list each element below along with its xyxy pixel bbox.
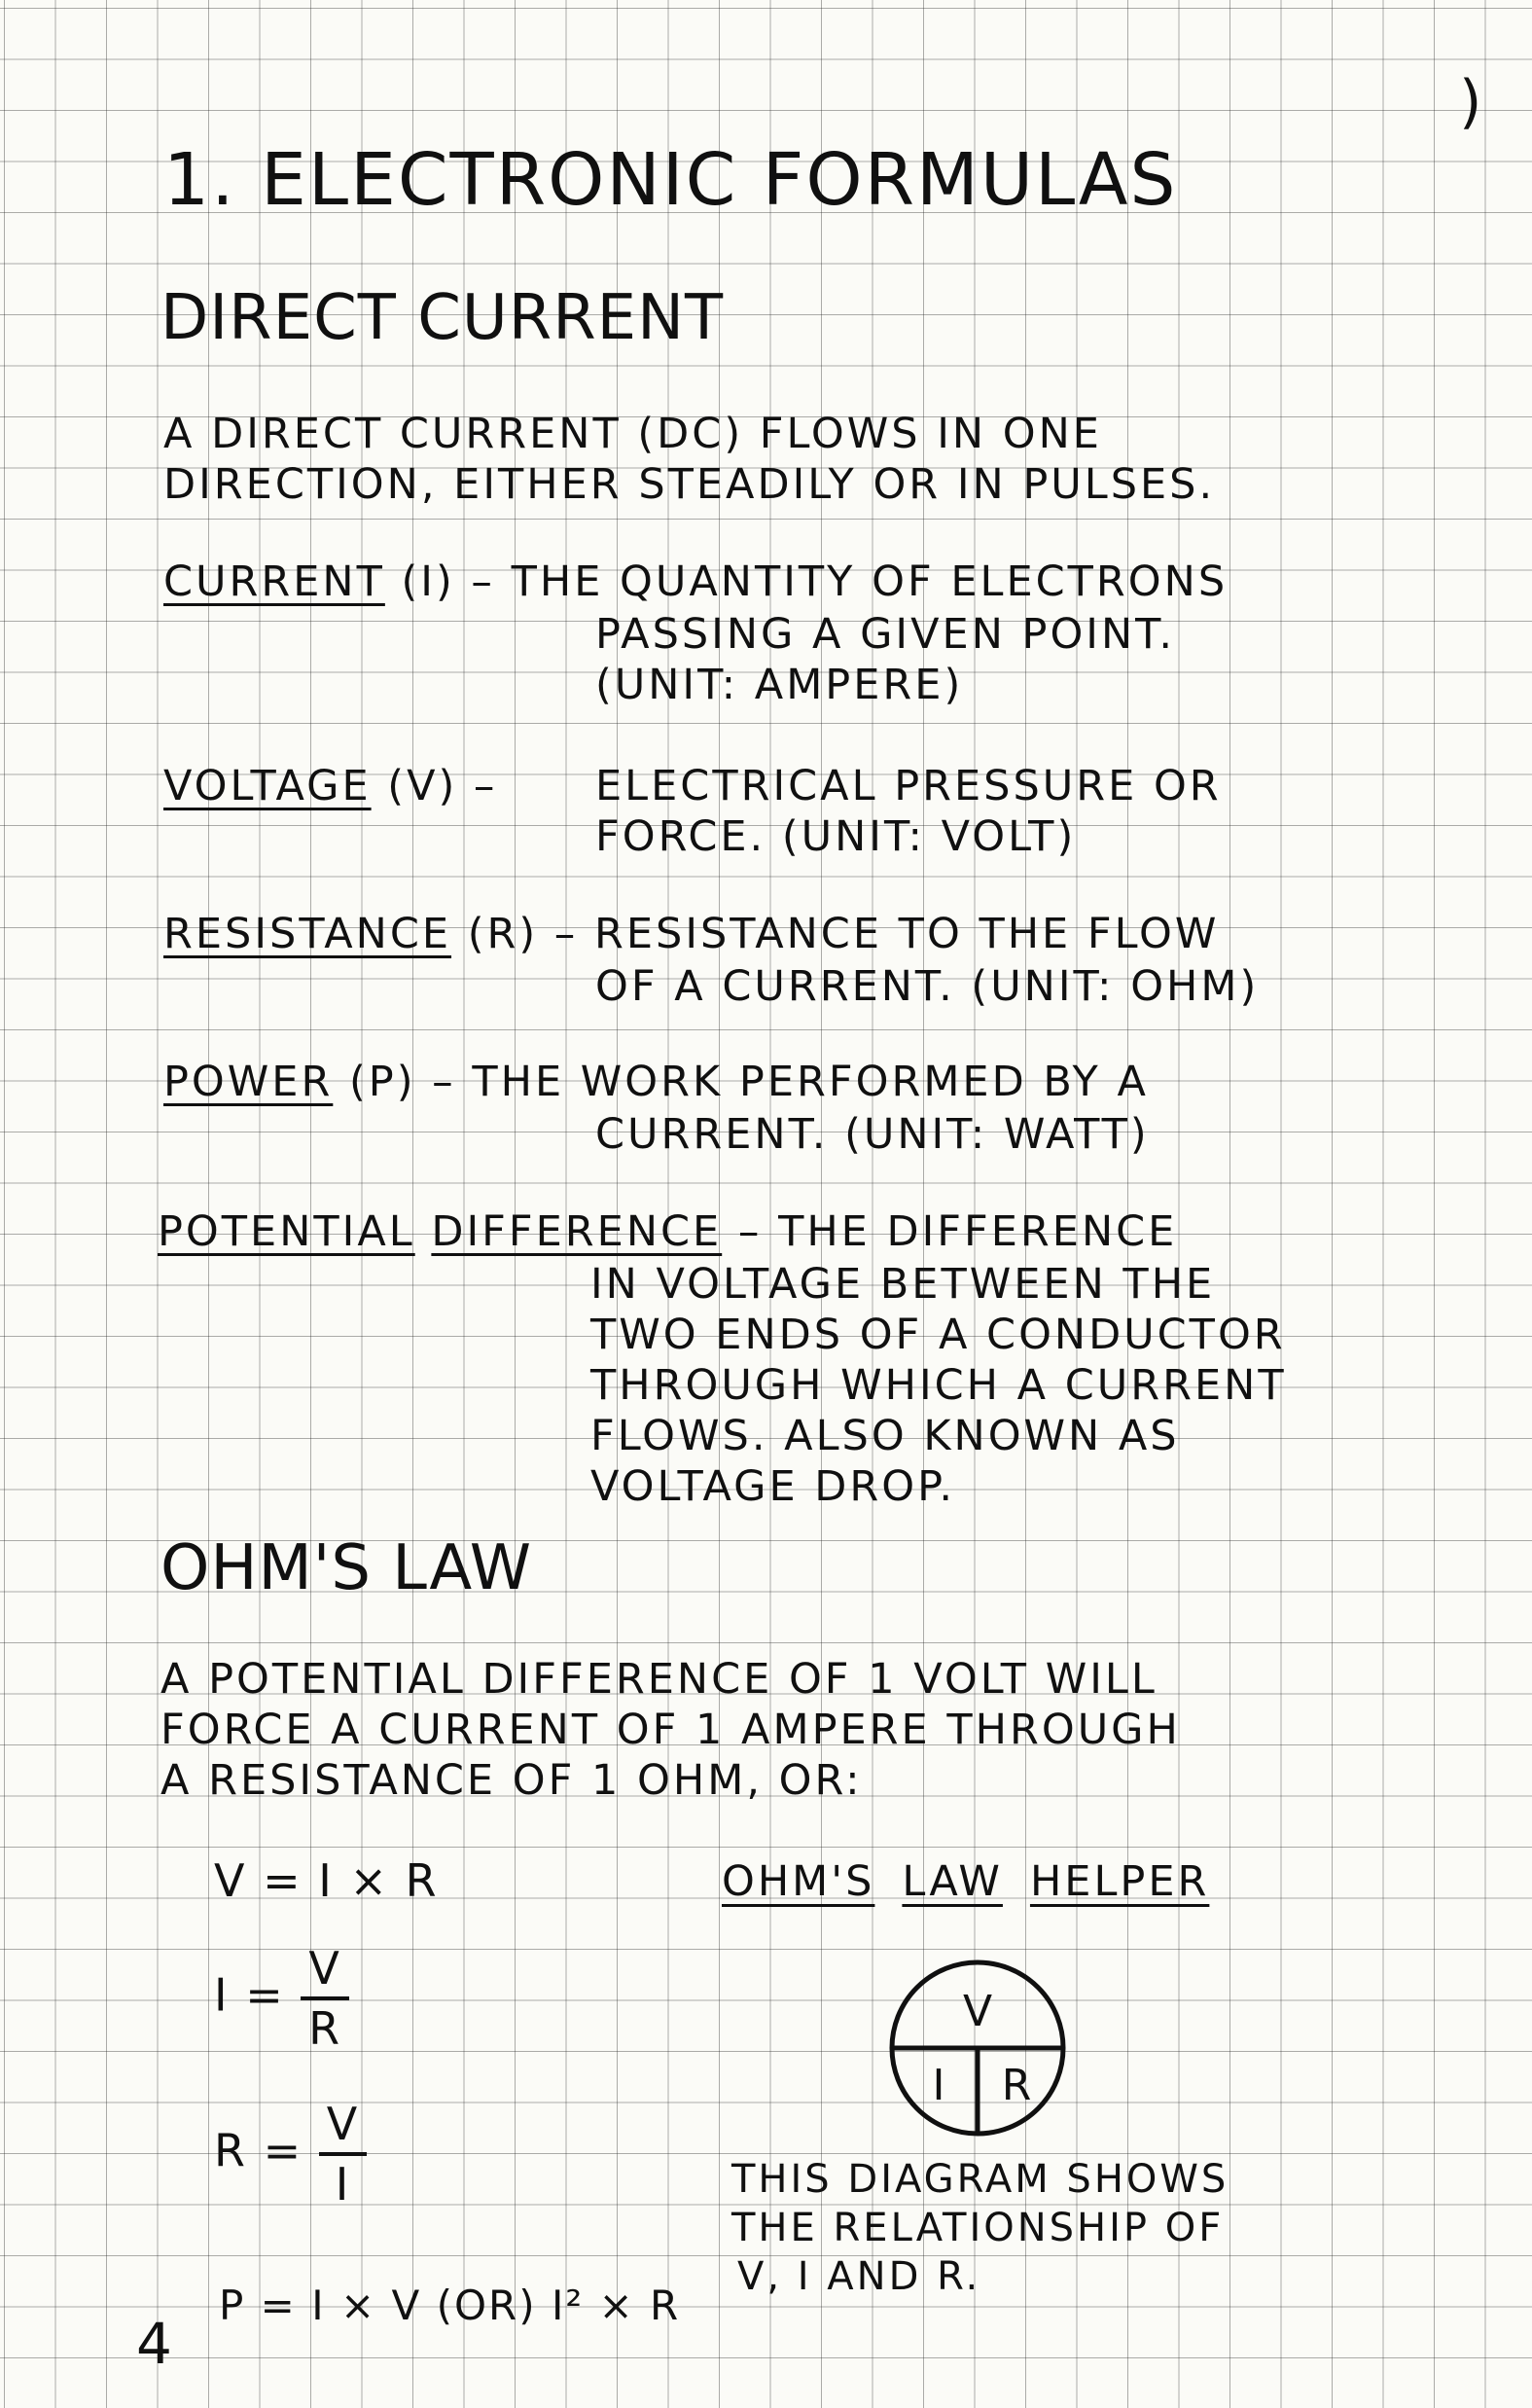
definition-line: CURRENT. (UNIT: WATT) [595,1110,1150,1159]
helper-title-word: LAW [902,1857,1003,1906]
definition-voltage-text [595,761,1222,862]
definition-line: FORCE. (UNIT: VOLT) [595,812,1077,861]
definition-line: TWO ENDS OF A CONDUCTOR [590,1311,1286,1359]
definition-power [163,1057,1149,1107]
definition-line: RESISTANCE TO THE FLOW [593,910,1220,958]
helper-title-word: OHM'S [722,1857,875,1906]
definition-line: VOLTAGE DROP. [590,1462,956,1511]
caption-line: V, I AND R. [737,2254,981,2299]
intro-line: A DIRECT CURRENT (DC) FLOWS IN ONE [163,410,1102,458]
page-title: 1. ELECTRONIC FORMULAS [163,138,1178,222]
definition-line: OF A CURRENT. (UNIT: OHM) [595,962,1260,1011]
term-label: POTENTIAL [158,1207,415,1256]
helper-caption [731,2155,1229,2301]
caption-line: THIS DIAGRAM SHOWS [731,2157,1229,2202]
diagram-resistance-label: R [1001,2061,1032,2110]
intro-line: A RESISTANCE OF 1 OHM, OR: [160,1756,863,1805]
ohms-law-circle-diagram [885,1956,1070,2140]
definition-line: PASSING A GIVEN POINT. [595,610,1175,659]
term-label: POWER [163,1058,334,1106]
term-dash: – [457,762,498,810]
definition-current-cont [595,609,1175,710]
page-number: 4 [136,2311,172,2377]
formula-current [214,1942,349,2055]
helper-title-word: HELPER [1029,1857,1210,1906]
term-symbol: (V) [371,762,458,810]
term-label: CURRENT [163,557,385,606]
definition-current [163,557,1228,607]
term-label: RESISTANCE [163,910,452,958]
formula-power: P = I × V (OR) I² × R [219,2282,681,2329]
definition-line: (UNIT: AMPERE) [595,661,964,709]
term-dash: – [454,557,512,606]
definition-resistance [163,909,1219,959]
ohms-law-heading: OHM'S LAW [160,1532,532,1604]
fraction-numerator: V [319,2102,367,2156]
definition-voltage [163,761,497,811]
term-dash: – [415,1058,473,1106]
definition-potential-difference-cont [590,1259,1287,1512]
diagram-voltage-label: V [962,1987,993,2036]
term-dash: – [722,1207,779,1256]
formula-lhs: I = [214,1968,285,2022]
definition-line: THE DIFFERENCE [778,1207,1178,1256]
fraction-denominator: I [335,2158,351,2210]
ohms-law-helper-title [722,1856,1236,1907]
direct-current-heading: DIRECT CURRENT [160,282,725,354]
fraction [319,2098,367,2210]
fraction-numerator: V [301,1946,348,2000]
fraction-denominator: R [308,2002,342,2055]
term-label: VOLTAGE [163,762,372,810]
term-symbol: (P) [333,1058,416,1106]
definition-line: FLOWS. ALSO KNOWN AS [590,1412,1180,1460]
definition-line: THROUGH WHICH A CURRENT [590,1361,1287,1410]
intro-line: DIRECTION, EITHER STEADILY OR IN PULSES. [163,460,1216,509]
definition-resistance-cont [595,961,1259,1012]
definition-line: THE QUANTITY OF ELECTRONS [511,557,1229,606]
term-label: DIFFERENCE [431,1207,723,1256]
diagram-current-label: I [932,2061,945,2110]
formula-lhs: R = [214,2124,303,2177]
definition-line: THE WORK PERFORMED BY A [472,1058,1149,1106]
formula-voltage: V = I × R [214,1854,439,1907]
definition-power-cont [595,1109,1150,1160]
margin-mark: ) [1459,68,1482,136]
intro-line: A POTENTIAL DIFFERENCE OF 1 VOLT WILL [160,1655,1158,1704]
caption-line: THE RELATIONSHIP OF [731,2206,1225,2250]
formula-resistance [214,2098,367,2210]
term-symbol: (I) [384,557,455,606]
term-dash: – [538,910,594,958]
definition-potential-difference [158,1206,1177,1257]
ohms-law-intro [160,1654,1181,1806]
term-symbol: (R) [451,910,539,958]
direct-current-intro [163,409,1215,510]
intro-line: FORCE A CURRENT OF 1 AMPERE THROUGH [160,1706,1181,1754]
definition-line: IN VOLTAGE BETWEEN THE [590,1260,1216,1309]
definition-line: ELECTRICAL PRESSURE OR [595,762,1222,810]
fraction [301,1942,348,2055]
